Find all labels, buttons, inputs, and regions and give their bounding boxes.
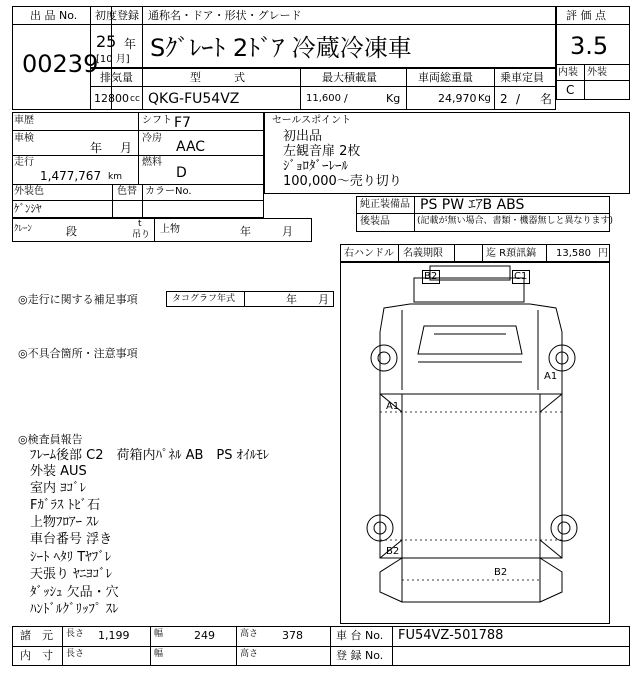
divider [12, 200, 264, 201]
sales-points-label: セールスポイント [272, 115, 352, 126]
length-value: 1,199 [98, 629, 130, 642]
divider [300, 68, 301, 110]
fuel-label: 燃料 [142, 157, 162, 168]
score-label: 評 価 点 [566, 9, 606, 22]
divider [142, 184, 143, 218]
divider [142, 6, 143, 68]
divider [556, 64, 630, 65]
shift-value: F7 [174, 115, 191, 131]
upper-label: 上物 [160, 224, 180, 235]
upper-year-unit: 年 [240, 225, 251, 238]
odometer-label: 迄 R頚訊鎬 [486, 248, 537, 259]
exterior-label: 外装 [587, 67, 607, 78]
divider [112, 184, 113, 218]
first-reg-label: 初度登録 [95, 9, 139, 22]
truck-diagram [340, 262, 610, 624]
width-label: 幅 [154, 629, 164, 639]
tacho-label: タコグラフ年式 [172, 294, 236, 304]
color-no-label: カラーNo. [145, 186, 192, 197]
divider [482, 244, 483, 262]
shaken-month-unit: 月 [120, 141, 133, 155]
crane-steps-unit: 段 [66, 225, 77, 238]
divider [494, 68, 495, 110]
aftermarket-label: 後装品 [360, 216, 390, 227]
inspector-line: ﾀﾞｯｼｭ 欠品・穴 [30, 585, 119, 600]
divider [62, 626, 63, 666]
max-load-label: 最大積載量 [322, 71, 377, 84]
fuel-value: D [176, 165, 187, 181]
tacho-month: 月 [318, 293, 329, 306]
divider [454, 244, 455, 262]
first-reg-year: 25 [96, 32, 117, 51]
inspector-line: 室内 ﾖｺﾞﾚ [30, 481, 87, 496]
gross-weight-label: 車両総重量 [418, 71, 473, 84]
capacity-label: 乗車定員 [500, 71, 544, 84]
inner-width-label: 幅 [154, 649, 164, 659]
model-label: 型 式 [190, 71, 245, 84]
divider [556, 24, 630, 25]
max-load-value: 11,600 [306, 93, 341, 104]
sales-point-line: 100,000～売り切り [283, 174, 402, 189]
chassis-label: 車 台 No. [336, 629, 384, 642]
width-value: 249 [194, 629, 215, 642]
chassis-value: FU54VZ-501788 [398, 628, 504, 643]
length-label: 長さ [66, 629, 85, 639]
mileage-unit: km [108, 172, 122, 182]
inspector-line: ｼｰﾄ ﾍﾀﾘ Tﾔﾌﾞﾚ [30, 550, 112, 565]
equipment-value: PS PW ｴｱB ABS [420, 197, 525, 213]
divider [90, 24, 556, 25]
gross-weight-value: 24,970 [438, 92, 477, 105]
divider [584, 64, 585, 100]
sales-point-line: ｼﾞｮﾛﾀﾞｰﾚｰﾙ [283, 159, 348, 174]
inner-length-label: 長さ [66, 649, 85, 659]
crane-t-unit: t [138, 219, 142, 229]
divider [138, 112, 139, 184]
shift-label: シフト [142, 115, 172, 126]
inspector-label: ◎検査員報告 [18, 433, 83, 446]
inspector-line: ﾊﾝﾄﾞﾙｸﾞﾘｯﾌﾟ ｽﾚ [30, 602, 119, 617]
divider [150, 626, 151, 666]
damage-mark-a1-left: A1 [386, 401, 400, 412]
divider [244, 291, 245, 307]
crane-hang-unit: 吊り [132, 230, 151, 240]
height-label: 高さ [240, 629, 259, 639]
equipment-label: 純正装備品 [360, 199, 410, 210]
lot-number: 00239 [22, 50, 99, 78]
first-reg-year-unit: 年 [124, 37, 137, 51]
damage-mark-c1-top-label: C1 [514, 271, 528, 282]
ac-label: 冷房 [142, 133, 162, 144]
divider [414, 196, 415, 232]
inspector-line: 天張り ﾔﾆﾖｺﾞﾚ [30, 567, 113, 582]
ac-value: AAC [176, 139, 206, 155]
steering-side: 右ハンドル [344, 248, 394, 259]
divider [236, 626, 237, 666]
shaken-year-unit: 年 [90, 141, 103, 155]
meigi-label: 名義期限 [403, 248, 443, 259]
max-load-sep: / [344, 92, 348, 105]
divider [406, 68, 407, 110]
dims-label: 諸 元 [20, 629, 53, 642]
divider [142, 68, 143, 110]
inner-dims-label: 内 寸 [20, 649, 53, 662]
divider [356, 213, 610, 214]
crane-label: ｸﾚｰﾝ [14, 224, 33, 234]
aftermarket-note: (記載が無い場合、書類・機器無しと異なります) [417, 216, 614, 226]
divider [556, 80, 630, 81]
tacho-year: 年 [286, 293, 297, 306]
inspector-line: 外装 AUS [30, 464, 87, 479]
damage-mark-a1-right: A1 [544, 371, 558, 382]
interior-grade: C [566, 83, 575, 97]
shaken-label: 車検 [14, 133, 34, 144]
first-reg-month: [10 月] [96, 54, 130, 65]
sales-point-line: 初出品 [283, 129, 323, 144]
gross-weight-unit: Kg [478, 93, 491, 104]
damage-mark-b2-left: B2 [386, 546, 400, 557]
inspector-line: 車台番号 浮き [30, 532, 113, 547]
inspector-line: 上物ﾌﾛｱｰ ｽﾚ [30, 515, 100, 530]
vehicle-name: Sｸﾞﾚｰﾄ 2ﾄﾞｱ 冷蔵冷凍車 [150, 34, 412, 62]
odometer-value: 13,580 [556, 248, 591, 259]
registration-label: 登 録 No. [336, 649, 384, 662]
odometer-unit: 円 [598, 248, 608, 259]
displacement-unit: cc [130, 94, 140, 104]
divider [546, 244, 547, 262]
divider [330, 626, 331, 666]
max-load-unit: Kg [386, 92, 401, 105]
inspector-line: Fｶﾞﾗｽ ﾄﾋﾞ石 [30, 498, 101, 513]
color-value: ｹﾞﾝｼﾔ [14, 202, 42, 215]
driving-notes-label: ◎走行に関する補足事項 [18, 293, 138, 306]
capacity-unit: 名 [540, 92, 553, 106]
displacement-value: 12800 [94, 92, 129, 105]
divider [154, 218, 155, 242]
mileage-value: 1,477,767 [40, 169, 102, 183]
capacity-sep: / [516, 92, 521, 106]
divider [12, 184, 264, 185]
defects-label: ◎不具合箇所・注意事項 [18, 347, 138, 360]
score-value: 3.5 [570, 32, 609, 60]
inner-height-label: 高さ [240, 649, 259, 659]
upper-month-unit: 月 [282, 225, 293, 238]
color-change-label: 色替 [117, 186, 137, 197]
interior-label: 内装 [558, 67, 578, 78]
capacity-value: 2 [500, 92, 508, 106]
height-value: 378 [282, 629, 303, 642]
damage-mark-b2-top-label: B2 [424, 271, 438, 282]
lot-label: 出 品 No. [30, 9, 78, 22]
divider [392, 626, 393, 666]
color-label: 外装色 [14, 186, 44, 197]
damage-mark-b2-bottom: B2 [494, 567, 508, 578]
displacement-label: 排気量 [100, 71, 133, 84]
inspector-line: ﾌﾚｰﾑ後部 C2 荷箱内ﾊﾟﾈﾙ AB PS ｵｲﾙﾓﾚ [30, 448, 270, 463]
grade-label: 通称名・ドア・形状・グレード [148, 9, 302, 22]
model-value: QKG-FU54VZ [148, 91, 240, 107]
mileage-label: 走行 [14, 157, 34, 168]
divider [90, 86, 556, 87]
history-label: 車歴 [14, 115, 34, 126]
sales-point-line: 左観音扉 2枚 [283, 144, 361, 159]
divider [398, 244, 399, 262]
divider [12, 646, 630, 647]
